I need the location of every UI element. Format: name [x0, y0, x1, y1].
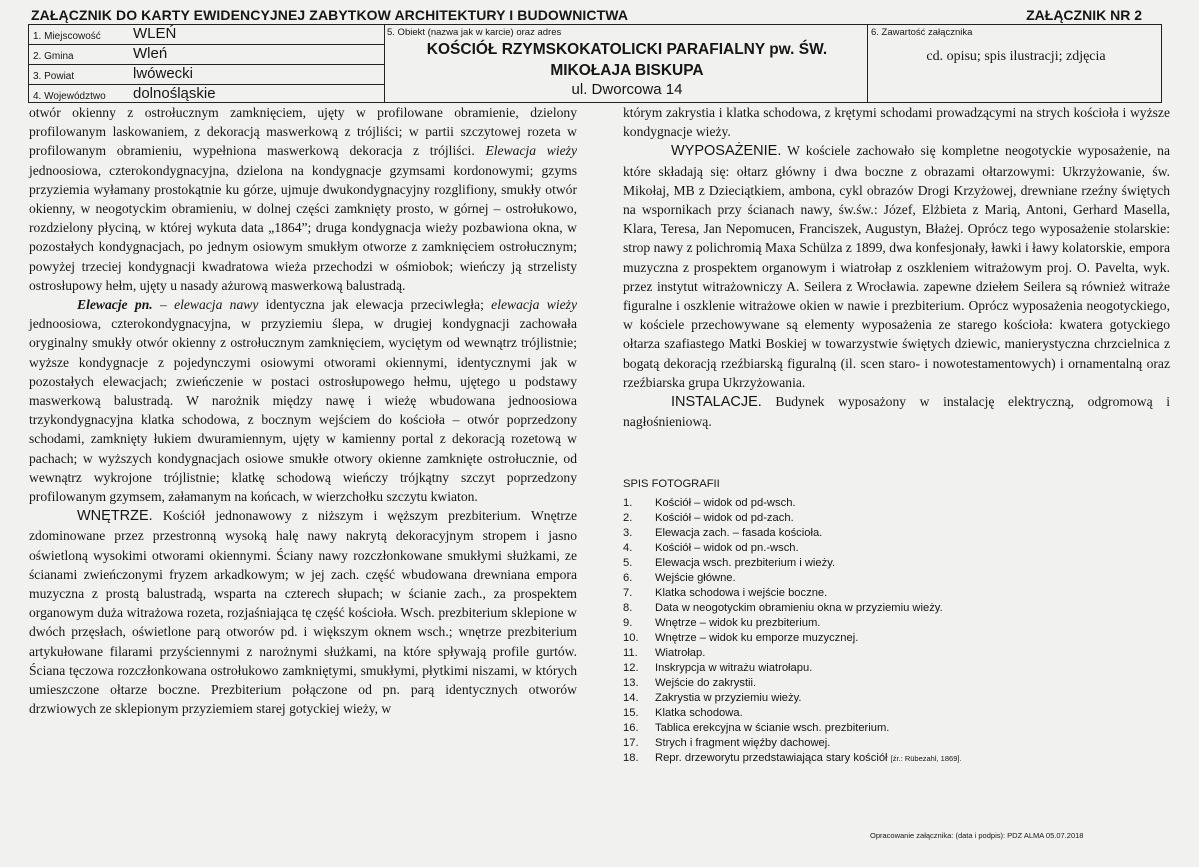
field-label: 3. Powiat [33, 71, 75, 82]
list-item: 17. Strych i fragment więźby dachowej. [623, 737, 831, 749]
list-item: 18. Repr. drzeworytu przedstawiająca stary kościół [źr.: Rübezahl, 1869]. [623, 752, 962, 764]
section-heading: WYPOSAŻENIE. [671, 143, 782, 160]
field-voivodeship [29, 85, 384, 104]
list-item: 7. Klatka schodowa i wejście boczne. [623, 587, 828, 599]
list-item: 4. Kościół – widok od pn.-wsch. [623, 542, 799, 554]
field-county [29, 65, 384, 84]
paragraph [29, 295, 577, 506]
text-run: identyczna jak elewacja przeciwległa; [258, 297, 492, 313]
list-item: 2. Kościół – widok od pd-zach. [623, 512, 794, 524]
paragraph: którym zakrystia i klatka schodowa, z krętymi schodami prowadzącymi na strych kościoła i wyższe kondygnacje wieży. [623, 105, 1170, 140]
paragraph [623, 392, 1170, 431]
list-item: 16. Tablica erekcyjna w ścianie wsch. prezbiterium. [623, 722, 890, 734]
object-address: ul. Dworcowa 14 [571, 81, 683, 98]
field-label: 1. Miejscowość [33, 31, 101, 42]
field-locality [29, 25, 384, 44]
section-heading: INSTALACJE. [671, 394, 762, 411]
prepared-by-footer: Opracowanie załącznika: (data i podpis): PDZ ALMA 05.07.2018 [870, 831, 1084, 840]
text-run: otwór okienny z ostrołucznym zamknięciem, ujęty w profilowane obramienie, dzielony profilowanym laskowaniem, z dekoracją maswerkową z trójliści; w partii szczytowej rozeta w profilowanym obramieniu, wypełniona maswerkową dekoracja z trójliści. [29, 105, 577, 159]
description-right-column [623, 103, 1170, 431]
object-label: 5. Obiekt (nazwa jak w karcie) oraz adres [387, 27, 562, 38]
list-item: 14. Zakrystia w przyziemiu wieży. [623, 692, 802, 704]
list-item: 9. Wnętrze – widok ku prezbiterium. [623, 617, 821, 629]
field-label: 2. Gmina [33, 51, 74, 62]
paragraph [29, 506, 577, 718]
field-commune [29, 45, 384, 64]
text-run: Elewacje pn. [77, 297, 153, 313]
description-left-column [29, 103, 577, 719]
list-item: 1. Kościół – widok od pd-wsch. [623, 497, 796, 509]
annex-number: ZAŁĄCZNIK NR 2 [1026, 7, 1142, 23]
list-item: 12. Inskrypcja w witrażu wiatrołapu. [623, 662, 813, 674]
field-value: WLEŃ [133, 25, 177, 42]
object-name: KOŚCIÓŁ RZYMSKOKATOLICKI PARAFIALNY pw. ŚW. MIKOŁAJA BISKUPA [426, 41, 828, 79]
list-item: 10. Wnętrze – widok ku emporze muzycznej. [623, 632, 859, 644]
text-run: jednoosiowa, czterokondygnacyjna, dzielona na kondygnacje gzymsami kordonowymi; gzyms przyziemia wyłamany prostokątnie ku górze, ujmuje dwukondygnacyjny rozglifiony, smukły otwór okienny, w neogotyckim obramieniu, w dolnej części zamknięty prosto, w górnej – ostrołukowo, rozdzielony płyciną, w której wykuta data „1864”; druga kondygnacja wieży pozbawiona okna, w pozostałych kondygnacjach, po jednym osiowym smukłym otworze z zamknięciem ostrołucznym; powyżej trzeciej kondygnacji kwadratowa wieża przechodzi w ośmiobok; wieńczy ją strzelisty ostrosłupowy hełm, ujęty u nasady ażurową maswerkową balustradą. [29, 162, 577, 293]
field-value: Wleń [133, 45, 168, 62]
contents-value: cd. opisu; spis ilustracji; zdjęcia [926, 49, 1106, 64]
text-run: Kościół jednonawowy z niższym i węższym prezbiterium. Wnętrze zdominowane przez przestronną wysoką halę nawy nakrytą dekoracyjnym stropem i jasno oświetloną wysokimi otworami okiennymi. Ściany nawy rozczłonkowane smukłymi służkami, ze ścianami zwieńczonymi fryzem arkadkowym; w jej zach. część wbudowana drewniana empora muzyczna z prostą balustradą, wsparta na czterech słupach; w ścianie zach., za prospektem organowym duża witrażowa rozeta, rozjaśniająca tę część kościoła. Wsch. prezbiterium sklepione w dwóch przęsłach, oświetlone parą otworów pd. i większym oknem wsch.; wnętrze prezbiterium artykułowane filarami przyściennymi z narożnymi służkami, na które spływają profile gurtów. Ściana tęczowa rozczłonkowana ostrołukowo zamkniętymi, smukłymi, płytkimi niszami, w których umieszczone ołtarze boczne. Prezbiterium połączone od pn. parą identycznych otworów drzwiowych ze sklepionym przyziemiem starej gotyckiej wieży, w [29, 508, 577, 717]
text-run: elewacja wieży [491, 297, 577, 313]
list-item: 11. Wiatrołap. [623, 647, 706, 659]
field-value: lwówecki [133, 65, 194, 82]
text-run: Budynek wyposażony w instalację elektryczną, odgromową i nagłośnieniową. [623, 394, 1170, 430]
list-item: 3. Elewacja zach. – fasada kościoła. [623, 527, 823, 539]
list-item: 13. Wejście do zakrystii. [623, 677, 757, 689]
list-item: 5. Elewacja wsch. prezbiterium i wieży. [623, 557, 836, 569]
document-title: ZAŁĄCZNIK DO KARTY EWIDENCYJNEJ ZABYTKOW ARCHITEKTURY I BUDOWNICTWA [31, 7, 629, 23]
list-item: 8. Data w neogotyckim obramieniu okna w przyziemiu wieży. [623, 602, 943, 614]
photo-list-title: SPIS FOTOGRAFII [623, 478, 720, 490]
text-run: – elewacja nawy [152, 297, 259, 313]
field-label: 4. Województwo [33, 91, 106, 102]
record-form-table [28, 24, 1162, 103]
text-run: Elewacja wieży [485, 143, 577, 159]
section-heading: WNĘTRZE. [77, 508, 153, 525]
contents-label: 6. Zawartość załącznika [871, 27, 973, 38]
text-run: W kościele zachowało się kompletne neogotyckie wyposażenie, na które składają się: ołtarz główny i dwa boczne z obrazami ołtarzowymi: Ukrzyżowanie, św. Mikołaj, MB z Dzieciątkiem, ambona, cykl obrazów Drogi Krzyżowej, drewniane rzeźny świętych na wspornikach przy ścianach nawy, św.św.: Józef, Elżbieta z Marią, Antoni, Gerhard Masella, Klara, Teresa, Jan Nepomucen, Franciszek, Augustyn, Błażej. Oprócz tego wyposażenie stolarskie: strop nawy z polichromią Maxa Schülza z 1899, dwa konfesjonały, ławki i ławy kolatorskie, empora muzyczna z prospektem organowym i wiatrołap z oszkleniem witrażowym proj. O. Pavelta, wyk. przez instytut witrażowniczy A. Seilera z Wrocławia. zapewne dziełem Seilera są również witraże figuralne i oszklenie witrażowe okien w nawie i prezbiterium. Oprócz wyposażenia neogotyckiego, w kościele przechowywane są elementy wyposażenia ze starego kościoła: kwatera gotyckiego ołtarza szafiastego Matki Boskiej w towarzystwie świętych dziewic, manierystyczna chrzcielnica z bogatą dekoracją rzeźbiarską figuralną (il. scen staro- i nowotestamentowych) i ornamentalną oraz rzeźbiarska grupa Ukrzyżowania. [623, 143, 1170, 390]
source-note: [źr.: Rübezahl, 1869]. [890, 754, 962, 763]
field-value: dolnośląskie [133, 85, 216, 102]
paragraph [623, 141, 1170, 392]
list-item: 6. Wejście główne. [623, 572, 736, 584]
list-item: 15. Klatka schodowa. [623, 707, 743, 719]
paragraph [29, 103, 577, 295]
text-run: jednoosiowa, czterokondygnacyjna, w przyziemiu ślepa, w drugiej kondygnacji zachowała oryginalny smukły otwór okienny z ostrołucznym zamknięciem, wyciętym od wewnątrz trójlistnie; wyższe kondygnacje z pojedynczymi osiowymi otworami okiennymi, identycznymi jak w pozostałych elewacjach; zwieńczenie w postaci ostrosłupowego hełmu, ujętego u podstawy maswerkową balustradą. W narożnik między nawę i wieżę wbudowana jednoosiowa trzykondygnacyjna klatka schodowa, z bocznym wejściem do kościoła – otwór poprzedzony schodami, zamknięty łukiem dwuramiennym, ujęty w kamienny portal z dekoracją rozetową w pachach; w wyższych kondygnacjach osiowe smukłe otwory okienne zamknięte ostrołucznie, od wewnątrz wykrojone trójlistnie; klatkę schodową wieńczy trójkątny szczyt poprzedzony profilowanym gzymsem, załamanym na końcach, w wierzchołku szczytu kwiaton. [29, 316, 577, 505]
